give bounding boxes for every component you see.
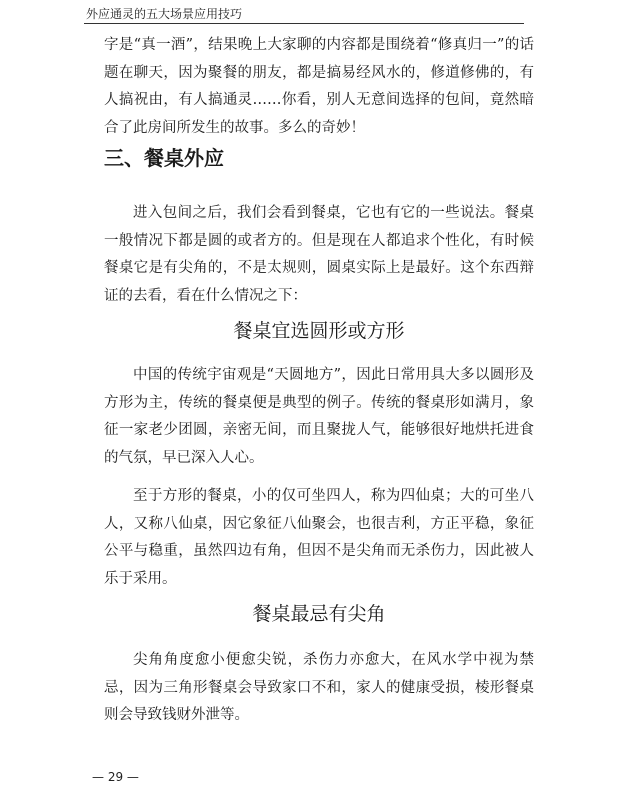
section-paragraph: 进入包间之后，我们会看到餐桌，它也有它的一些说法。餐桌一般情况下都是圆的或者方的。但是现在人都追求个性化，有时候餐桌它是有尖角的，不是太规则，圆桌实际上是最好。这个东西辩证的去看，看在什么情况之下： xyxy=(104,205,534,304)
running-header: 外应通灵的五大场景应用技巧 xyxy=(86,7,243,21)
intro-paragraph: 字是“真一酒”，结果晚上大家聊的内容都是围绕着“修真归一”的话题在聊天，因为聚餐的朋友，都是搞易经风水的，修道修佛的，有人搞祝由，有人搞通灵……你看，别人无意间选择的包间，竟然暗合了此房间所发生的故事。多么的奇妙！ xyxy=(104,37,534,136)
subsection-2-paragraph-1: 尖角角度愈小便愈尖锐，杀伤力亦愈大，在风水学中视为禁忌，因为三角形餐桌会导致家口不和，家人的健康受损，棱形餐桌则会导致钱财外泄等。 xyxy=(104,652,534,723)
section-heading: 三、餐桌外应 xyxy=(104,146,224,170)
header-rule xyxy=(84,23,524,24)
page-number: — 29 — xyxy=(92,770,139,784)
subsection-heading-sharp-corners: 餐桌最忌有尖角 xyxy=(252,603,386,625)
subsection-1-paragraph-2: 至于方形的餐桌，小的仅可坐四人，称为四仙桌；大的可坐八人，又称八仙桌，因它象征八仙聚会，也很吉利，方正平稳，象征公平与稳重，虽然四边有角，但因不是尖角而无杀伤力，因此被人乐于采用。 xyxy=(104,488,534,587)
subsection-1-paragraph-1: 中国的传统宇宙观是“天圆地方”，因此日常用具大多以圆形及方形为主，传统的餐桌便是典型的例子。传统的餐桌形如满月，象征一家老少团圆，亲密无间，而且聚拢人气，能够很好地烘托进食的气氛，早已深入人心。 xyxy=(104,367,534,466)
subsection-heading-round-square: 餐桌宜选圆形或方形 xyxy=(233,320,405,342)
